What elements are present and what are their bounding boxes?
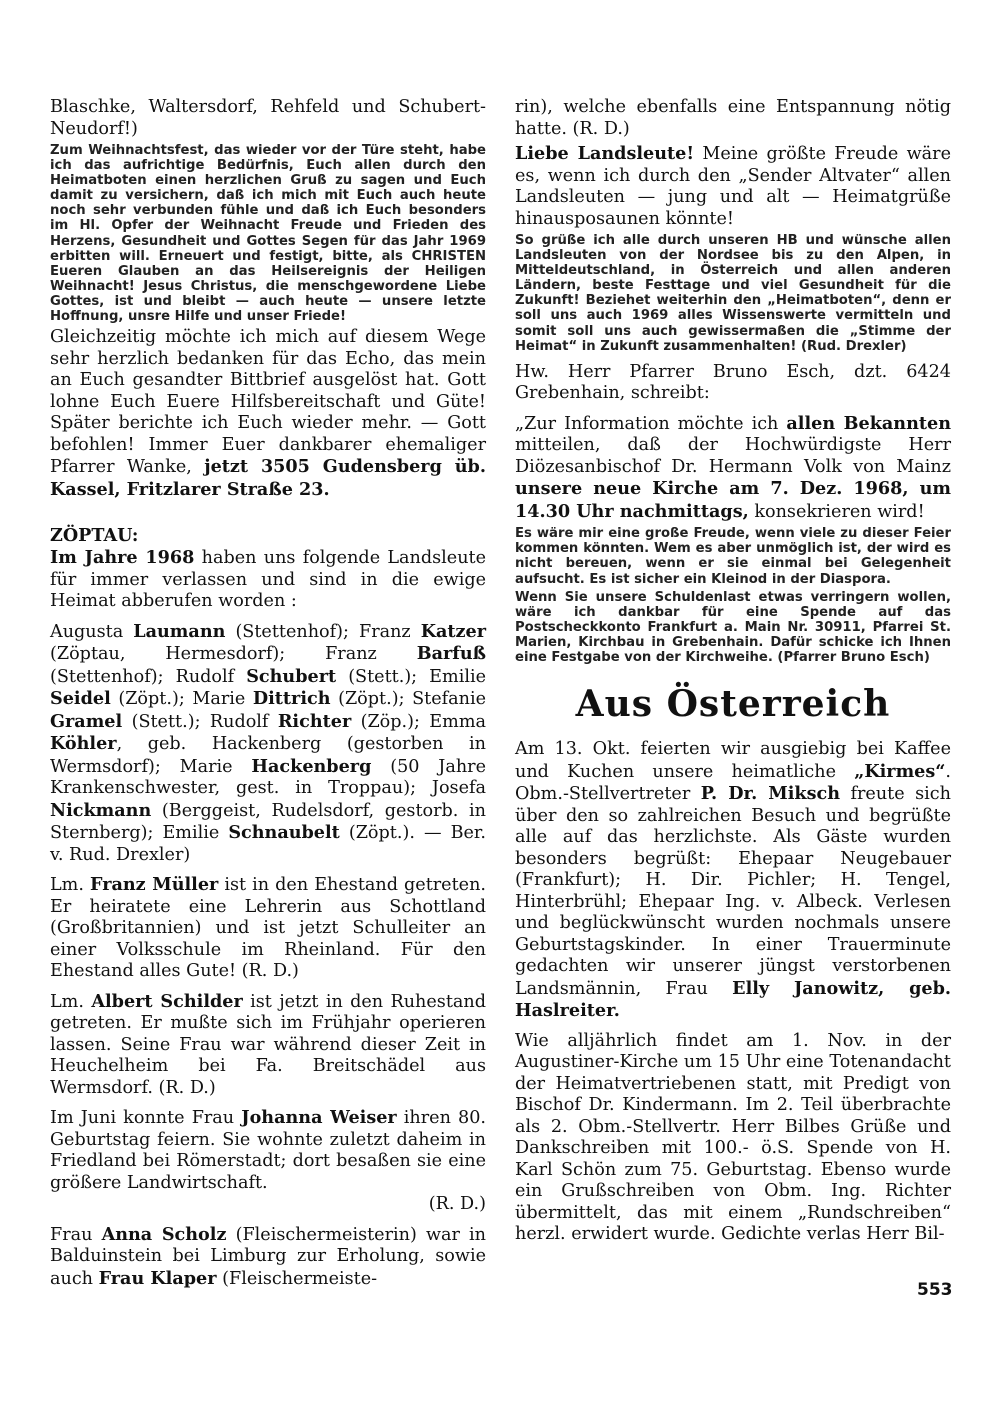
section-banner-austria: Aus Österreich bbox=[575, 683, 891, 726]
left-column bbox=[50, 97, 486, 1290]
text-run: Frau bbox=[50, 1224, 102, 1245]
text-run: mitteilen, daß der Hochwürdigste Herr Diözesanbischof Dr. Hermann Volk von Mainz bbox=[515, 435, 951, 477]
text-run: Lm. bbox=[50, 875, 91, 896]
text-run: (50 Jahre Krankenschwester, gest. in Troppau); Josefa bbox=[50, 756, 486, 799]
bold-text-run: Köhler bbox=[50, 733, 117, 755]
paragraph-intro: Blaschke, Waltersdorf, Rehfeld und Schubert-Neudorf!) bbox=[50, 97, 486, 139]
paragraph-deaths-intro bbox=[50, 547, 486, 613]
bold-text-run: unsere neue Kirche am 7. Dez. 1968, um 14.30 Uhr nachmittags, bbox=[515, 478, 951, 522]
right-column bbox=[515, 97, 951, 1246]
text-run: konsekrieren wird! bbox=[748, 501, 925, 522]
text-run: (Zöp.); Emma bbox=[351, 711, 486, 732]
bold-text-run: Anna Scholz bbox=[101, 1223, 227, 1245]
bold-text-run: Johanna Weiser bbox=[241, 1107, 397, 1129]
bold-text-run: Seidel bbox=[50, 688, 111, 710]
deaths-year: Im Jahre 1968 bbox=[50, 547, 195, 569]
bold-text-run: Barfuß bbox=[416, 643, 486, 665]
text-run: ist jetzt in den Ruhestand getreten. Er mußte sich im Frühjahr operieren lassen. Seine Frau war während dieser Zeit in Heuchelheim bei Fa. Breitschädel aus Wermsdorf. (R. D.) bbox=[50, 991, 486, 1098]
bold-text-run: Elly Janowitz, geb. Haslreiter. bbox=[515, 977, 951, 1022]
paragraph-scholz bbox=[50, 1224, 486, 1291]
text-run: (Zöpt.). — Ber. v. Rud. Drexler) bbox=[50, 823, 486, 865]
text-run: „Zur Information möchte ich bbox=[515, 413, 787, 434]
bold-text-run: Katzer bbox=[420, 620, 486, 642]
bold-text-run: Laumann bbox=[133, 620, 226, 642]
paragraph-church-consecration bbox=[515, 413, 951, 524]
text-run: (Stettenhof); Rudolf bbox=[50, 666, 247, 687]
text-run: freute sich über den so zahlreichen Besuch und begrüßte alle auf das herzlichste. Als Gäste wurden besonders begrüßt: Ehepaar Neugebauer (Frankfurt); H. Dir. Pichler; H. Tengel, Hinterbrühl; Ehepaar Ing. v. Albeck. Verlesen und beglückwünscht wurden nochmals unsere Geburtstagskinder. In einer Trauerminute gedachten wir unserer jüngst verstorbenen Landsmännin, Frau bbox=[515, 784, 951, 999]
text-run: Dafür schicke ich Ihnen eine Festgabe von der Kirchweihe. (Pfarrer Bruno Esch) bbox=[515, 634, 951, 665]
bold-text-run: Hackenberg bbox=[251, 755, 372, 777]
paragraph-liebe-landsleute bbox=[515, 143, 951, 230]
text-run: Am 13. Okt. feierten wir ausgiebig bei Kaffee und Kuchen unsere heimatliche bbox=[515, 739, 951, 782]
greeting-text: Meine größte Freude wäre es, wenn ich durch den „Sender Altvater“ allen Landsleuten — jung und alt — Heimatgrüße hinausposaunen könnte! bbox=[515, 144, 951, 229]
text-run: (Fleischermeiste- bbox=[216, 1268, 378, 1289]
paragraph-esch-intro: Hw. Herr Pfarrer Bruno Esch, dzt. 6424 Grebenhain, schreibt: bbox=[515, 361, 951, 404]
text-run: Augusta bbox=[50, 621, 134, 642]
text-run: (Zöpt.); Stefanie bbox=[330, 689, 486, 710]
bold-text-run: Schubert bbox=[246, 665, 337, 687]
text-run: Im Juni konnte Frau bbox=[50, 1108, 242, 1129]
text-run: Lm. bbox=[50, 991, 92, 1012]
text-run: (Stett.); Rudolf bbox=[122, 711, 278, 732]
paragraph-festive-greetings: So grüße ich alle durch unseren HB und wünsche allen Landsleuten von der Nordsee bis zu den Alpen, in Mitteldeutschland, in Österreich und allen anderen Ländern, beste Festtage und viel Gesundheit für die Zukunft! Beziehet weiterhin den „Heimatboten“, denn er soll uns auch 1969 alles Wissenswerte vermitteln und somit soll uns auch gewissermaßen die „Stimme der Heimat“ in Zukunft zusammenhalten! (Rud. Drexler) bbox=[515, 233, 951, 354]
deaths-intro-text: haben uns folgende Landsleute für immer verlassen und sind in die ewige Heimat abberufen worden : bbox=[50, 548, 487, 612]
text-run: , geb. Hackenberg (gestorben in Wermsdorf); Marie bbox=[50, 734, 486, 777]
bold-text-run: Franz Müller bbox=[90, 874, 219, 896]
paragraph-thanks bbox=[50, 327, 486, 501]
thanks-text: Gleichzeitig möchte ich mich auf diesem Wege sehr herzlich bedanken für das Echo, das mein an Euch gesandter Bittbrief ausgelöst hat. Gott lohne Euch Euere Hilfsbereitschaft und Güte! Später berichte ich Euch wieder mehr. — Gott befohlen! Immer Euer dankbarer ehemaliger Pfarrer Wanke, bbox=[50, 327, 486, 478]
section-heading-zoeptau: ZÖPTAU: bbox=[50, 525, 139, 547]
paragraph-christmas-greeting: Zum Weihnachtsfest, das wieder vor der Türe steht, habe ich das aufrichtige Bedürfnis, Euch allen durch den Heimatboten einen herzlichen Gruß zu sagen und Euch damit zu versichern, daß ich mich mit Euch auch heute noch sehr verbunden fühle und daß ich Euch besonders im Hl. Opfer der Weihnacht Freude und Frieden des Herzens, Gesundheit und Gottes Segen für das Jahr 1969 erbitten will. Erneuert und festigt, bitte, als CHRISTEN Eueren Glauben an das Heilsereignis der Heiligen Weihnacht! Jesus Christus, die menschgewordene Liebe Gottes, ist und bleibt — auch heute — unsere letzte Hoffnung, unsre Hilfe und unser Friede! bbox=[50, 143, 486, 325]
bold-text-run: Dittrich bbox=[252, 688, 331, 710]
text-run: (Zöptau, Hermesdorf); Franz bbox=[50, 644, 417, 665]
text-run: Wenn Sie unsere Schuldenlast etwas verringern wollen, wäre ich dankbar für eine bbox=[515, 589, 951, 620]
paragraph-invitation: Es wäre mir eine große Freude, wenn viele zu dieser Feier kommen könnten. Wem es aber unmöglich ist, der wird es nicht bereuen, wenn er sie einmal bei Gelegenheit aufsucht. Es ist sicher ein Kleinod in der Diaspora. bbox=[515, 526, 951, 587]
bold-text-run: allen Bekannten bbox=[786, 412, 951, 434]
greeting-bold: Liebe Landsleute! bbox=[515, 143, 695, 164]
paragraph-deaths-list bbox=[50, 621, 486, 867]
text-run: (Fleischermeisterin) war in Balduinstein bei Limburg zur Erholung, sowie auch bbox=[50, 1224, 486, 1289]
text-run: (Stett.); Emilie bbox=[336, 666, 486, 687]
paragraph-weiser bbox=[50, 1107, 486, 1194]
thanks-address: jetzt 3505 Gudensberg üb. Kassel, Fritzlarer Straße 23. bbox=[50, 456, 486, 500]
weiser-signature: (R. D.) bbox=[428, 1194, 486, 1215]
bold-text-run: Spende auf das Postscheckkonto Frankfurt a. Main Nr. 30911, Pfarrei St. Marien, Kirchbau in Grebenhain. bbox=[515, 604, 951, 650]
bold-text-run: „Kirmes“ bbox=[854, 760, 946, 782]
bold-text-run: Richter bbox=[277, 710, 352, 732]
text-run: ihren 80. Geburtstag feiern. Sie wohnte zuletzt daheim in Friedland bei Römerstadt; dort besaßen sie eine größere Landwirtschaft. bbox=[50, 1108, 487, 1193]
bold-text-run: Frau Klaper bbox=[98, 1267, 217, 1289]
bold-text-run: Nickmann bbox=[50, 799, 152, 821]
text-run: (Zöpt.); Marie bbox=[110, 689, 253, 710]
paragraph-mueller bbox=[50, 874, 486, 983]
bold-text-run: Schnaubelt bbox=[228, 822, 340, 844]
bold-text-run: Gramel bbox=[50, 710, 123, 732]
bold-text-run: P. Dr. Miksch bbox=[700, 783, 841, 805]
paragraph-schilder bbox=[50, 991, 486, 1100]
text-run: ist in den Ehestand getreten. Er heiratete eine Lehrerin aus Schottland (Großbritannien) und ist jetzt Schulleiter an einer Volksschule im Rheinland. Für den Ehestand alles Gute! (R. D.) bbox=[50, 875, 486, 982]
text-run: (Berggeist, Rudelsdorf, gestorb. in Sternberg); Emilie bbox=[50, 800, 486, 844]
paragraph-memorial: Wie alljährlich findet am 1. Nov. in der Augustiner-Kirche um 15 Uhr eine Totenandacht der Heimatvertriebenen statt, mit Predigt von Bischof Dr. Kindermann. Im 2. Teil überbrachte als 2. Obm.-Stellvertr. Herr Bilbes Grüße und Dankschreiben mit 100.- ö.S. Spende von H. Karl Schön zum 75. Geburtstag. Ebenso wurde ein Grußschreiben von Obm. Ing. Richter übermittelt, das mit einem „Rundschreiben“ herzl. erwidert wurde. Gedichte verlas Herr Bil- bbox=[515, 1030, 951, 1245]
paragraph-kirmes bbox=[515, 739, 951, 1023]
bold-text-run: Albert Schilder bbox=[91, 990, 243, 1012]
text-run: . Obm.-Stellvertreter bbox=[515, 761, 951, 805]
page-number: 553 bbox=[917, 1280, 953, 1300]
paragraph-donation bbox=[515, 590, 951, 665]
paragraph-continued: rin), welche ebenfalls eine Entspannung nötig hatte. (R. D.) bbox=[515, 97, 951, 139]
text-run: (Stettenhof); Franz bbox=[225, 621, 421, 642]
